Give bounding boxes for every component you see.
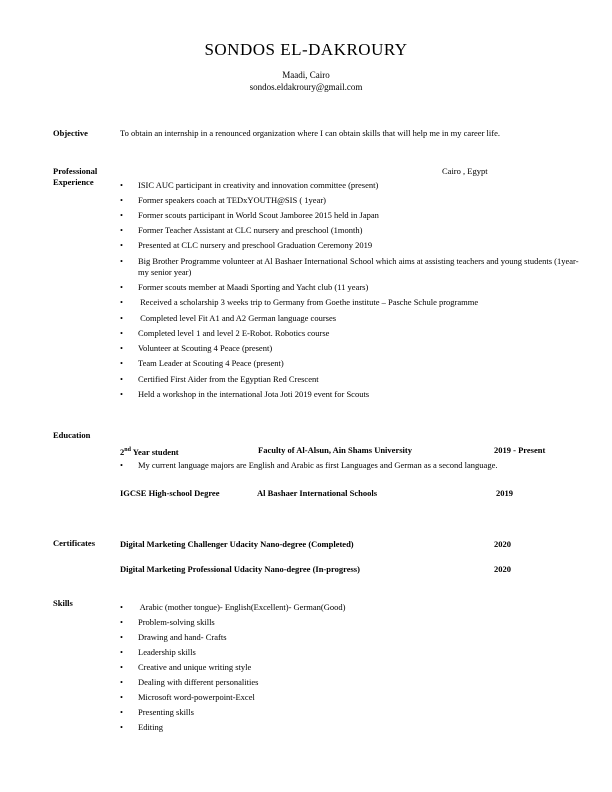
bullet-icon: •: [120, 282, 123, 292]
experience-location: Cairo , Egypt: [442, 166, 488, 176]
experience-item: • Big Brother Programme volunteer at Al Bashaer International School which aims at assisting teachers and young students (1year- my senior year): [120, 256, 579, 277]
experience-item: • Former scouts participant in World Scout Jamboree 2015 held in Japan: [120, 210, 379, 220]
bullet-icon: •: [120, 358, 123, 368]
experience-item: • Former speakers coach at TEDxYOUTH@SIS ( 1year): [120, 195, 327, 205]
bullet-icon: •: [120, 707, 123, 717]
bullet-icon: •: [120, 722, 123, 732]
contact-location: Maadi, Cairo: [282, 70, 330, 80]
resume-name: SONDOS EL-DAKROURY: [204, 40, 408, 59]
contact-email: sondos.eldakroury@gmail.com: [249, 82, 363, 92]
education-institution: Faculty of Al-Alsun, Ain Shams University: [258, 445, 412, 455]
skill-item: • Leadership skills: [120, 647, 196, 657]
experience-item: • Former Teacher Assistant at CLC nursery and preschool (1month): [120, 225, 363, 235]
bullet-icon: •: [120, 374, 123, 384]
education-school: Al Bashaer International Schools: [257, 488, 378, 498]
objective-text: To obtain an internship in a renounced organization where I can obtain skills that will help me in my career life.: [120, 128, 500, 138]
education-date: 2019 - Present: [494, 445, 546, 455]
skills-label: Skills: [53, 598, 73, 608]
skill-item: • Microsoft word-powerpoint-Excel: [120, 692, 255, 702]
bullet-icon: •: [120, 389, 123, 399]
certificate-date: 2020: [494, 564, 511, 574]
skill-item: • Editing: [120, 722, 164, 732]
experience-item: • Received a scholarship 3 weeks trip to Germany from Goethe institute – Pasche Schule programme: [120, 297, 479, 307]
experience-label: [53, 166, 97, 188]
experience-list: [120, 180, 582, 404]
bullet-icon: •: [120, 297, 123, 307]
skill-item: • Creative and unique writing style: [120, 662, 252, 672]
skill-item: • Arabic (mother tongue)- English(Excellent)- German(Good): [120, 602, 346, 612]
bullet-icon: •: [120, 460, 123, 470]
bullet-icon: •: [120, 617, 123, 627]
certificate-title: Digital Marketing Professional Udacity Nano-degree (In-progress): [120, 564, 360, 574]
skill-item: • Drawing and hand- Crafts: [120, 632, 227, 642]
bullet-icon: •: [120, 343, 123, 353]
experience-item: • Certified First Aider from the Egyptian Red Crescent: [120, 374, 319, 384]
bullet-icon: •: [120, 662, 123, 672]
bullet-icon: •: [120, 195, 123, 205]
objective-label: Objective: [53, 128, 88, 138]
education-label: Education: [53, 430, 91, 440]
experience-item: • Team Leader at Scouting 4 Peace (present): [120, 358, 284, 368]
bullet-icon: •: [120, 328, 123, 338]
bullet-icon: •: [120, 256, 123, 266]
bullet-icon: •: [120, 632, 123, 642]
education-degree: IGCSE High-school Degree: [120, 488, 220, 498]
bullet-icon: •: [120, 692, 123, 702]
bullet-icon: •: [120, 240, 123, 250]
experience-item: • Presented at CLC nursery and preschool Graduation Ceremony 2019: [120, 240, 373, 250]
bullet-icon: •: [120, 210, 123, 220]
experience-item: • Former scouts member at Maadi Sporting and Yacht club (11 years): [120, 282, 369, 292]
skills-list: [120, 602, 582, 737]
certificates-label: Certificates: [53, 538, 96, 548]
experience-label-line2: Experience: [53, 177, 94, 187]
experience-item: • Volunteer at Scouting 4 Peace (present): [120, 343, 273, 353]
bullet-icon: •: [120, 647, 123, 657]
skill-item: • Problem-solving skills: [120, 617, 215, 627]
bullet-icon: •: [120, 180, 123, 190]
experience-item: • Held a workshop in the international Jota Joti 2019 event for Scouts: [120, 389, 370, 399]
bullet-icon: •: [120, 313, 123, 323]
bullet-icon: •: [120, 602, 123, 612]
experience-item: • ISIC AUC participant in creativity and innovation committee (present): [120, 180, 379, 190]
education-details: [120, 460, 582, 471]
certificate-title: Digital Marketing Challenger Udacity Nano-degree (Completed): [120, 539, 354, 549]
education-year: 2nd Year student: [120, 446, 179, 457]
experience-item: • Completed level Fit A1 and A2 German language courses: [120, 313, 337, 323]
skill-item: • Dealing with different personalities: [120, 677, 259, 687]
certificate-date: 2020: [494, 539, 511, 549]
education-detail-item: • My current language majors are English and Arabic as first Languages and German as a second language.: [120, 460, 498, 470]
bullet-icon: •: [120, 677, 123, 687]
experience-label-line1: Professional: [53, 166, 98, 176]
experience-item: • Completed level 1 and level 2 E-Robot. Robotics course: [120, 328, 330, 338]
bullet-icon: •: [120, 225, 123, 235]
education-degree-date: 2019: [496, 488, 513, 498]
skill-item: • Presenting skills: [120, 707, 194, 717]
